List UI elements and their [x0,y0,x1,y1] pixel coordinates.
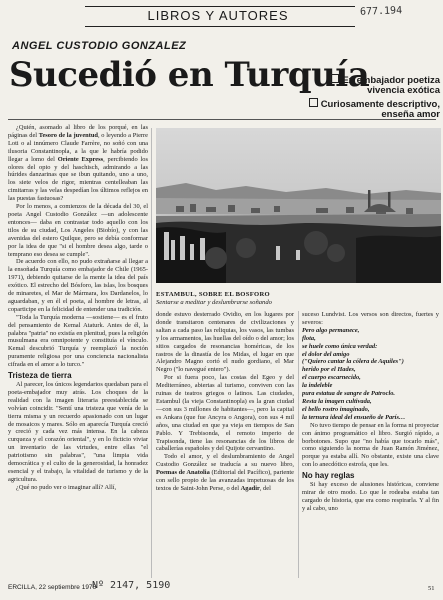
verse-line: pura estatua de sangre de Patroclo. [302,390,396,398]
photo-caption [156,291,441,307]
text: , del [259,484,271,492]
handwritten-issue-number: Nº 2147, 5190 [92,580,171,591]
verse-line: el dolor del amigo [302,350,350,358]
verse-line: el cuerpo escarnecido, [302,374,361,382]
paragraph: De acuerdo con ello, no pudo extrañarse al llegar a la ensoñada Turquía como embajador de Chile (1965-1971), debiendo quitarse de la mente la idea del país exótico. El estrecho del Bósforo, las islas, los bosques de minaretes, el Mar de Mármara, los Dardanelos, lo aguardaban, y en él el poeta, al hombre de letras, al coparticipe en la felicidad de entender una tradición. [8,258,148,313]
caption-subtitle: Sentarse a meditar y deslumbrarse soñando [156,299,272,306]
paragraph: donde estuvo desterrado Ovidio, en los lugares por donde transitaron centenares de civilizaciones y saltan a cada paso las reliquias, los vasos, las tumbas y los armamentos, las huellas del oído o del amor; los sitios cargados de resonancias homéricas, de los rastros de la dinastía de los Midas, el lugar en que Alejandro Magno cortó el nudo gordiano, el Mar Negro ("lo navegué entero"). [156,311,294,374]
square-bullet-icon [330,74,339,83]
verse-line: la indeleble [302,382,333,390]
book-title: Agadir [240,484,260,492]
verse-line: Resta la imagen cultivada, [302,397,372,405]
paragraph: Al parecer, los únicos legendarios quedaban para el poeta-embajador muy atrás. Los choques de la realidad con la imagen literaria preestablecida se volvían coincidir. "Sentí una tristeza que venía de la tierra misma y un recuerdo apasionado con un lugar de mosaicos y mares. Sólo en aparecía Turquía creció y creció y cada vez más intensa. En la cabeza curqueza y el corazón oriental", y en lo ficticio viviar un inventario de las virtudes, entre ellas "el patriotismo sin palabras", "una limpia vida democrática y el culto de la generosidad, la honradez esencial y el trabajo, la vitalidad de turismo y de la agricultura. [8,381,148,483]
book-title: Poemas de Anatolia [156,469,210,477]
text: (Editorial del Pacífico), pariente con sello propio de las avanzadas impetuosas de los textos de Saint-John Perse, o del [156,469,294,492]
article-column-2 [156,311,294,578]
subhead-2-text: Curiosamente descriptivo, enseña amor [320,99,440,120]
column-divider [298,311,299,578]
paragraph: ¿Qué no pudo ver o imaginar allí? Allí, [16,483,117,491]
subsection-heading: Tristeza de tierra [8,371,72,381]
text: , percibiendo los olores del opio y del haschisch, admirando a las húrides danzarinas que se ibun quitando, uno a uno, los siete velos de rigor, mientras centelleaban las cimitarras y las velas despedían los últimos reflejos en las puestas fastuosas? [8,155,148,203]
article-title: Sucedió en Turquía [9,55,370,95]
subhead-2 [300,98,440,120]
verse-line: ("Quiero cantar la cólera de Aquiles") [302,358,404,366]
square-bullet-icon [309,98,318,107]
train-name: Oriente Express [57,155,104,163]
handwritten-reference: 677.194 [359,5,403,18]
verse-line: herido por el Hades, [302,366,356,374]
verse-line: el bello rostro imaginado, [302,405,370,413]
paragraph: Si hay exceso de alusiones históricas, conviene mirar de otro modo. Lo que le rodeaba estaba tan cargado de historia, que era como respirarla. Y al fin y al cabo, uno [302,481,439,512]
section-header: LIBROS Y AUTORES [147,8,289,23]
photo-image [156,128,441,283]
header-rule-bottom [85,26,355,27]
publication-source: ERCILLA, 22 septiembre 1976 [8,584,97,591]
page-number: 51 [428,585,435,592]
article-column-1 [8,124,148,578]
paragraph: "Toda la Turquía moderna —sostiene— es el fruto del pensamiento de Kemal Ataturk. Antes de él, la palabra "patria" no existía en plenitud, pues la religión musulmana era omnipotente y constituía el vínculo. Kemal descubrió Turquía y reemplazó la noción puramente religiosa por una conciencia nacionalista cifrada en el amor a lo turco." [8,313,148,369]
verse-line: flota, [302,334,316,342]
caption-title: ESTAMBUL, SOBRE EL BOSFORO [156,291,270,298]
text: ¿Quién, asomado al libro de los porqué, en las páginas del [8,124,148,139]
verse-line: se huele como única verdad: [302,342,378,350]
paragraph: No tuvo tiempo de pensar en la forma ni proyectar con ánimo programático el libro. Surgió rápido, a borbotones. Supo que "no había que tocarlo más", como siguiendo la norma de Juan Ramón Jiménez, porque ya estaba allí. No obstante, existe una clave con lo anecdótico estrofa, que les. [302,421,439,469]
header-rule-top [85,6,355,7]
paragraph: Por lo menos, a comienzos de la década del 30, el poeta Angel Custodio González —un adolescente entonces— daba en contrastar todo aquello con los tilos de su ciudad, Los Angeles (Biobío), y con las avenidas del estero Quilque, pero se debía conformar por la idea de que "si el hombre desea algo, tarde o temprano eso desea se cumple". [8,203,148,258]
paragraph [8,124,148,203]
text: Todo el amor, y el deslumbramiento de Angel Custodio González se traducía a su nuevo libro, [156,453,294,469]
verse-line: Pero algo permanece, [302,326,360,334]
text: , o leyendo a Pierre Loti o al innúmero Claude Farrère, no soñó con una ilusoria Constantinopla, a la que le habría podido llegar a lomo del [8,131,148,163]
book-title: Tesoro de la juventud [38,131,98,139]
subhead-1 [300,74,440,96]
paragraph: suceso Lundvist. Los versos son directos, fuertes y severos: [302,311,439,326]
photo-istanbul-bosphorus [156,128,441,283]
author-name: ANGEL CUSTODIO GONZALEZ [12,40,187,52]
paragraph: Por si fuera poco, las costas del Egeo y del Mediterráneo, abiertas al turismo, conviven con las ruinas de teatros griegos o latinos. Las ciudades, Estambul (la vieja Constantinopla) es la gran ciudad —con sus 3 millones de habitantes—, pero la capital es Ankara (que fue Ancyra o Angora), con sus 4 mil años, una ciudad en que ya vieja en tiempos de San Pablo. Y Trebisonda, el remoto imperio de Trapisonda, tiene las resonancias de los libros de caballerías españoles y del Quijote cervantino. [156,374,294,453]
article-column-3 [302,311,439,578]
subhead-1-text: Ex embajador poetiza vivencia exótica [342,75,440,96]
subsection-heading: No hay reglas [302,471,355,481]
column-divider [151,128,152,578]
paragraph [156,453,294,493]
verse-line: la ternura ideal del ensueño de París… [302,413,406,421]
title-rule [8,119,436,120]
